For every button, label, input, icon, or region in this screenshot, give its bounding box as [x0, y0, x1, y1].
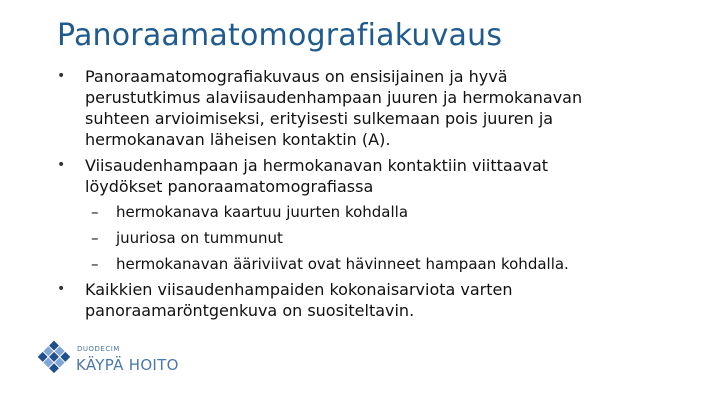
- dash-icon: –: [91, 203, 99, 221]
- bullet-line: Kaikkien viisaudenhampaiden kokonaisarviota varten: [85, 280, 513, 299]
- slide-title: Panoraamatomografiakuvaus: [57, 18, 503, 53]
- bullet-line: löydökset panoraamatomografiassa: [85, 177, 374, 196]
- bullet-line: Panoraamatomografiakuvaus on ensisijainen ja hyvä: [85, 67, 508, 86]
- diamond-grid-logo-icon: [34, 336, 74, 382]
- bullet-item-2: [57, 155, 697, 197]
- sub-list: [57, 199, 697, 277]
- bullet-icon: •: [57, 68, 66, 84]
- bullet-line: perustutkimus alaviisaudenhampaan juuren ja hermokanavan: [85, 88, 583, 107]
- dash-icon: –: [91, 229, 99, 247]
- bullet-line: Viisaudenhampaan ja hermokanavan kontaktiin viittaavat: [85, 156, 549, 175]
- logo-brand-name: KÄYPÄ HOITO: [76, 356, 179, 374]
- dash-icon: –: [91, 255, 99, 273]
- sub-item-text: juuriosa on tummunut: [116, 229, 283, 247]
- sub-item-1: [57, 199, 697, 225]
- logo-organization: DUODECIM: [77, 345, 120, 353]
- sub-item-2: [57, 225, 697, 251]
- sub-item-text: hermokanava kaartuu juurten kohdalla: [116, 203, 409, 221]
- sub-item-text: hermokanavan ääriviivat ovat hävinneet hampaan kohdalla.: [116, 255, 569, 273]
- sub-item-3: [57, 251, 697, 277]
- bullet-item-3: [57, 279, 697, 321]
- bullet-icon: •: [57, 281, 66, 297]
- kaypa-hoito-logo: [34, 336, 184, 382]
- bullet-list: [57, 66, 697, 326]
- bullet-line: suhteen arvioimiseksi, erityisesti sulkemaan pois juuren ja: [85, 109, 554, 128]
- bullet-item-1: [57, 66, 697, 150]
- bullet-icon: •: [57, 157, 66, 173]
- bullet-line: panoraamaröntgenkuva on suositeltavin.: [85, 301, 415, 320]
- bullet-line: hermokanavan läheisen kontaktin (A).: [85, 130, 391, 149]
